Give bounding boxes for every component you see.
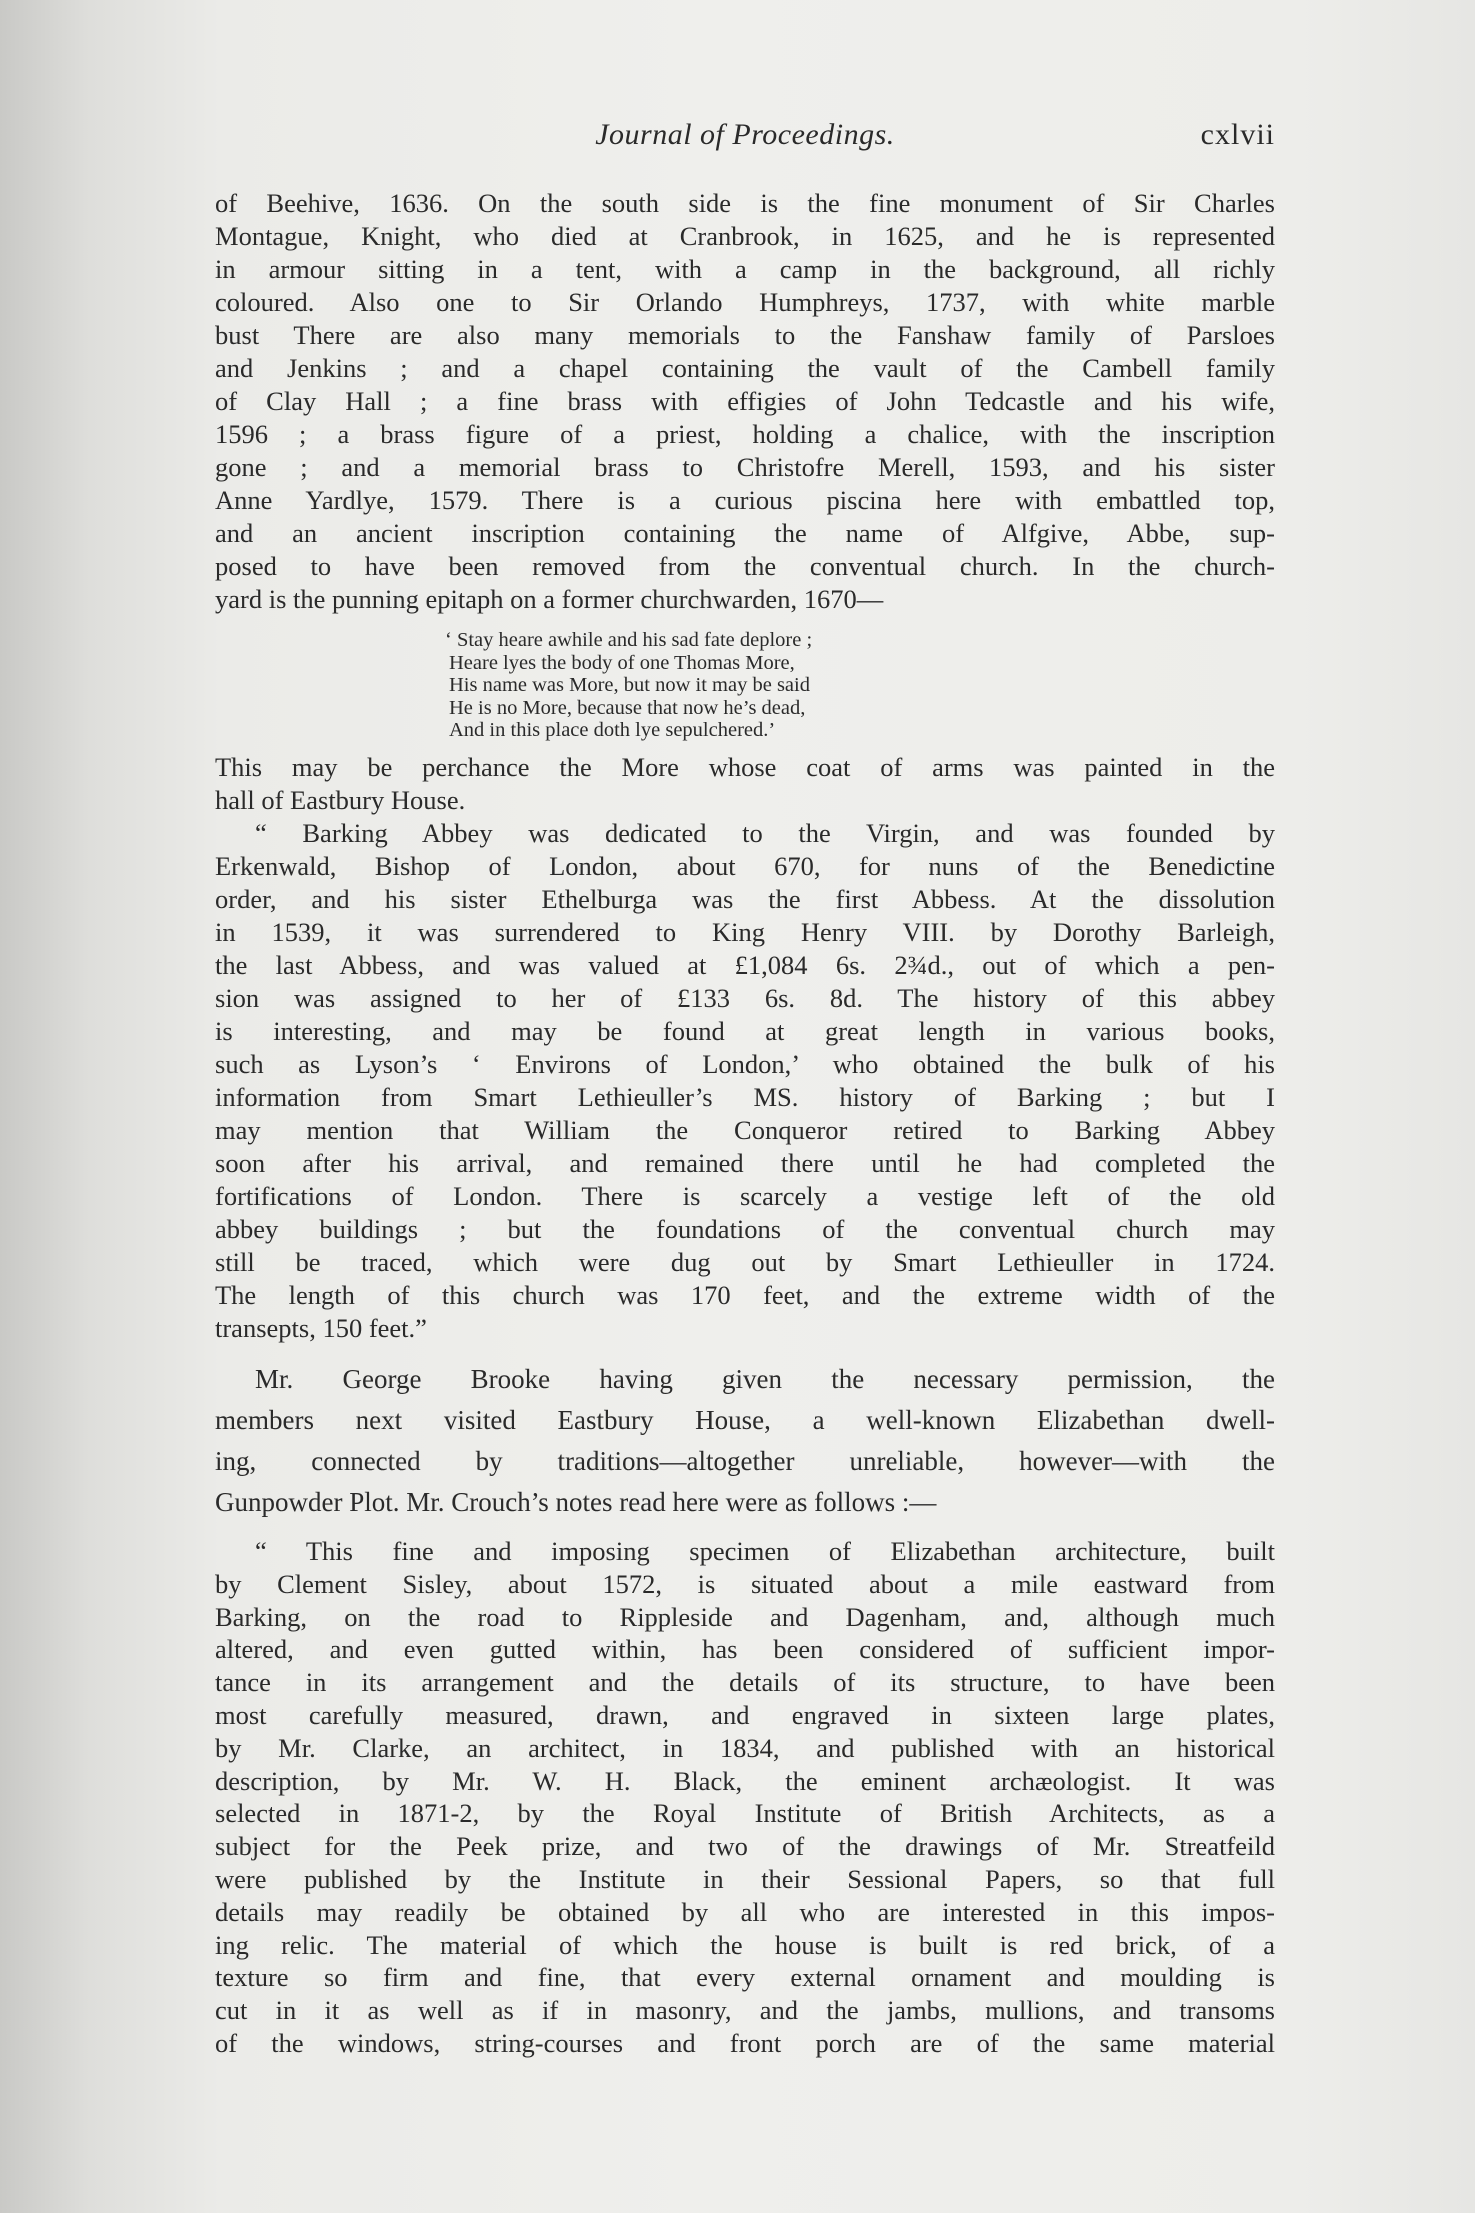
text-line: abbey buildings ; but the foundations of the conventual church may xyxy=(215,1213,1275,1244)
text-line: This may be perchance the More whose coat of arms was painted in the xyxy=(215,751,1275,782)
paragraph-barking-abbey xyxy=(215,751,1275,1345)
text-line: information from Smart Lethieuller’s MS. history of Barking ; but I xyxy=(215,1081,1275,1112)
verse-line: ‘ Stay heare awhile and his sad fate deplore ; xyxy=(445,629,813,651)
text-line: Barking, on the road to Rippleside and Dagenham, and, although much xyxy=(215,1601,1275,1632)
text-line: members next visited Eastbury House, a well-known Elizabethan dwell- xyxy=(215,1404,1275,1435)
text-line: yard is the punning epitaph on a former churchwarden, 1670— xyxy=(215,584,884,614)
text-line: of Clay Hall ; a fine brass with effigies of John Tedcastle and his wife, xyxy=(215,386,1275,416)
text-line: and Jenkins ; and a chapel containing the vault of the Cambell family xyxy=(215,353,1275,383)
text-line: transepts, 150 feet.” xyxy=(215,1312,427,1343)
text-line: sion was assigned to her of £133 6s. 8d. The history of this abbey xyxy=(215,982,1275,1013)
running-title: Journal of Proceedings. xyxy=(595,118,895,151)
text-line: fortifications of London. There is scarcely a vestige left of the old xyxy=(215,1180,1275,1211)
text-line: Erkenwald, Bishop of London, about 670, for nuns of the Benedictine xyxy=(215,850,1275,881)
text-line: tance in its arrangement and the details of its structure, to have been xyxy=(215,1667,1275,1698)
text-line: order, and his sister Ethelburga was the first Abbess. At the dissolution xyxy=(215,883,1275,914)
text-line: gone ; and a memorial brass to Christofre Merell, 1593, and his sister xyxy=(215,452,1275,482)
text-line: hall of Eastbury House. xyxy=(215,784,466,815)
text-line: Anne Yardlye, 1579. There is a curious piscina here with embattled top, xyxy=(215,485,1275,515)
running-header xyxy=(215,118,1275,162)
text-line: and an ancient inscription containing the name of Alfgive, Abbe, sup- xyxy=(215,518,1275,548)
text-line: still be traced, which were dug out by Smart Lethieuller in 1724. xyxy=(215,1246,1275,1277)
text-line: most carefully measured, drawn, and engraved in sixteen large plates, xyxy=(215,1699,1275,1730)
text-line: by Clement Sisley, about 1572, is situated about a mile eastward from xyxy=(215,1568,1275,1599)
text-line: description, by Mr. W. H. Black, the eminent archæologist. It was xyxy=(215,1765,1275,1796)
text-line: texture so firm and fine, that every external ornament and moulding is xyxy=(215,1962,1275,1993)
text-line: soon after his arrival, and remained there until he had completed the xyxy=(215,1147,1275,1178)
paragraph-barking-church-monuments xyxy=(215,187,1275,616)
text-line: Montague, Knight, who died at Cranbrook, in 1625, and he is represented xyxy=(215,221,1275,251)
text-line: bust There are also many memorials to the Fanshaw family of Parsloes xyxy=(215,320,1275,350)
text-line: in armour sitting in a tent, with a camp in the background, all richly xyxy=(215,254,1275,284)
verse-line: His name was More, but now it may be said xyxy=(449,674,810,697)
text-line: “ Barking Abbey was dedicated to the Virgin, and was founded by xyxy=(255,817,1275,848)
text-line: coloured. Also one to Sir Orlando Humphreys, 1737, with white marble xyxy=(215,287,1275,317)
text-line: is interesting, and may be found at great length in various books, xyxy=(215,1015,1275,1046)
text-line: The length of this church was 170 feet, and the extreme width of the xyxy=(215,1279,1275,1310)
verse-line: And in this place doth lye sepulchered.’ xyxy=(449,719,776,742)
text-line: ing, connected by traditions—altogether unreliable, however—with the xyxy=(215,1445,1275,1476)
text-line: altered, and even gutted within, has been considered of sufficient impor- xyxy=(215,1634,1275,1665)
text-line: posed to have been removed from the conventual church. In the church- xyxy=(215,551,1275,581)
paragraph-eastbury-visit xyxy=(215,1359,1275,1523)
text-line: of the windows, string-courses and front porch are of the same material xyxy=(215,2027,1275,2058)
text-line: by Mr. Clarke, an architect, in 1834, and published with an historical xyxy=(215,1732,1275,1763)
body-text xyxy=(215,187,1275,2060)
text-line: cut in it as well as if in masonry, and the jambs, mullions, and transoms xyxy=(215,1995,1275,2026)
text-line: 1596 ; a brass figure of a priest, holding a chalice, with the inscription xyxy=(215,419,1275,449)
text-line: of Beehive, 1636. On the south side is the fine monument of Sir Charles xyxy=(215,188,1275,218)
text-line: were published by the Institute in their Sessional Papers, so that full xyxy=(215,1863,1275,1894)
epitaph-verse xyxy=(445,629,1275,742)
verse-line: He is no More, because that now he’s dead, xyxy=(449,696,806,719)
paragraph-eastbury-house-notes xyxy=(215,1535,1275,2060)
verse-line: Heare lyes the body of one Thomas More, xyxy=(449,651,795,674)
text-line: details may readily be obtained by all who are interested in this impos- xyxy=(215,1896,1275,1927)
text-line: Gunpowder Plot. Mr. Crouch’s notes read here were as follows :— xyxy=(215,1486,937,1517)
page-number: cxlvii xyxy=(1200,118,1275,151)
text-line: subject for the Peek prize, and two of the drawings of Mr. Streatfeild xyxy=(215,1831,1275,1862)
text-line: in 1539, it was surrendered to King Henry VIII. by Dorothy Barleigh, xyxy=(215,916,1275,947)
text-line: “ This fine and imposing specimen of Elizabethan architecture, built xyxy=(255,1535,1275,1566)
text-line: may mention that William the Conqueror retired to Barking Abbey xyxy=(215,1114,1275,1145)
text-line: the last Abbess, and was valued at £1,084 6s. 2¾d., out of which a pen- xyxy=(215,949,1275,980)
text-line: selected in 1871-2, by the Royal Institute of British Architects, as a xyxy=(215,1798,1275,1829)
text-line: ing relic. The material of which the house is built is red brick, of a xyxy=(215,1929,1275,1960)
text-line: such as Lyson’s ‘ Environs of London,’ who obtained the bulk of his xyxy=(215,1048,1275,1079)
text-line: Mr. George Brooke having given the necessary permission, the xyxy=(255,1363,1275,1394)
